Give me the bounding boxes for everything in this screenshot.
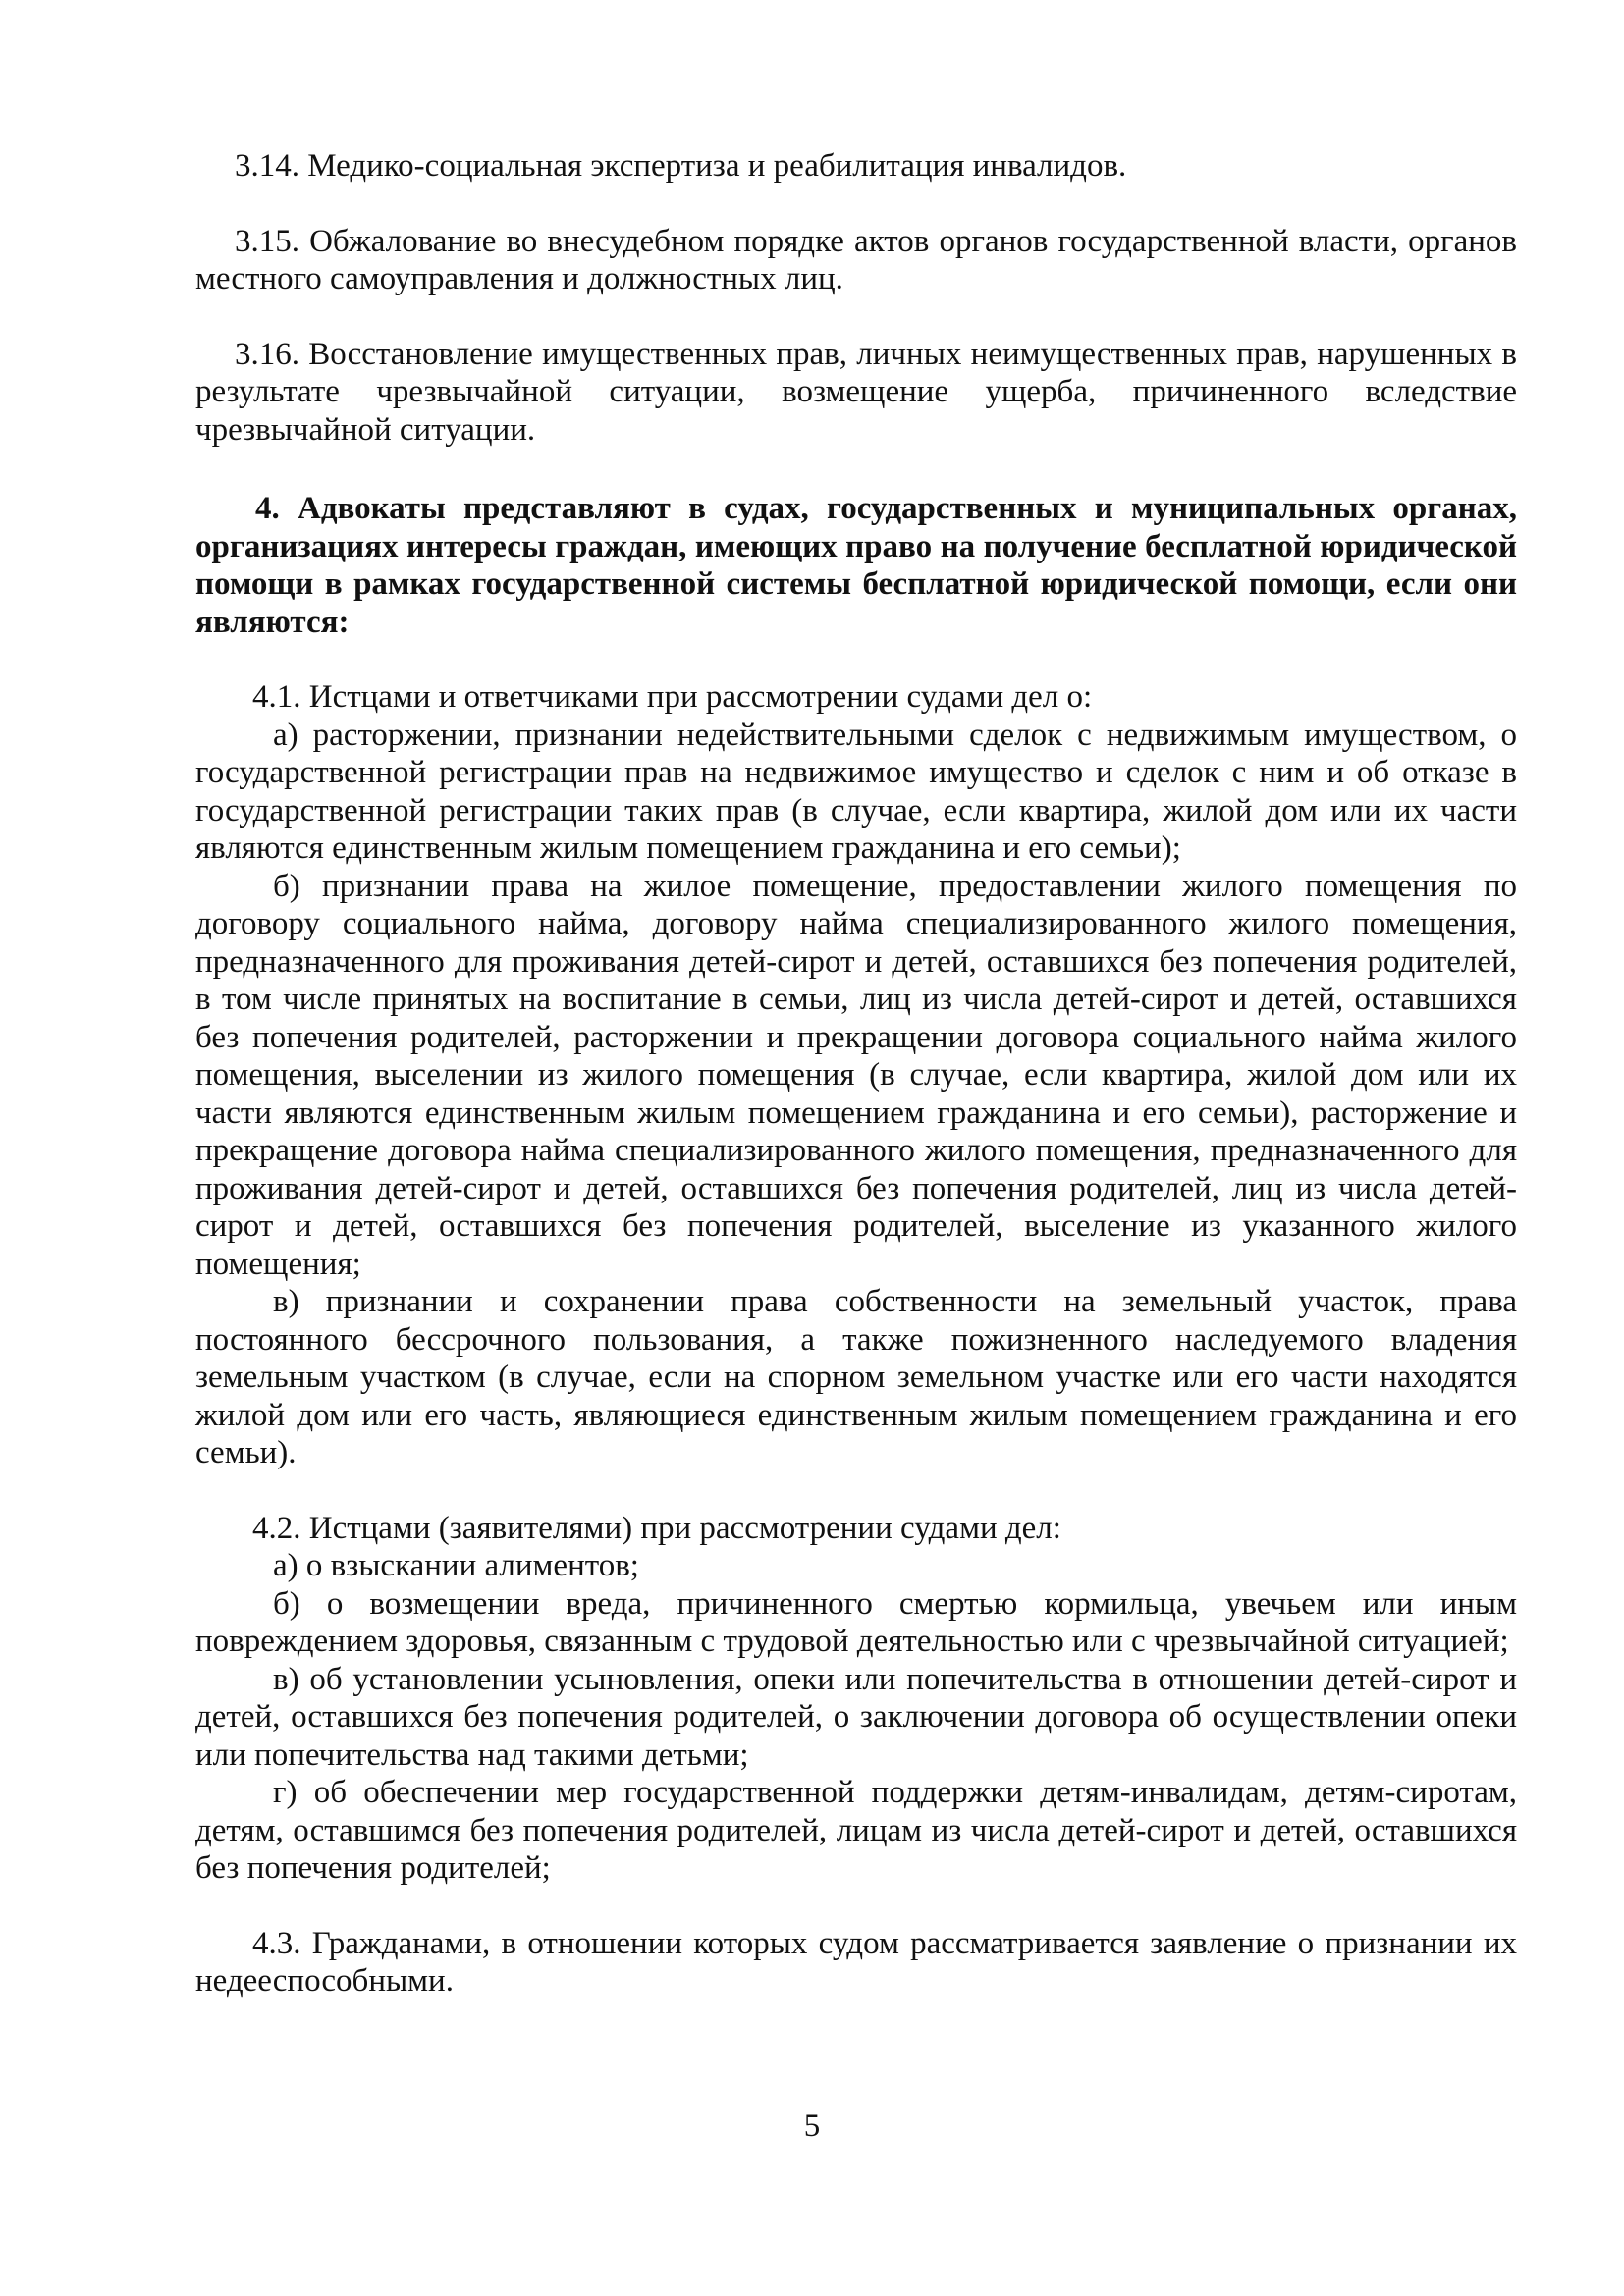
paragraph-4-2-b: б) о возмещении вреда, причиненного смертью кормильца, увечьем или иным повреждением здоровья, связанным с трудовой деятельностью или с чрезвычайной ситуацией; (195, 1585, 1517, 1659)
paragraph-4-2-a: а) о взыскании алиментов; (273, 1548, 639, 1583)
paragraph-3-16: 3.16. Восстановление имущественных прав, личных неимущественных прав, нарушенных в результате чрезвычайной ситуации, возмещение ущерба, причиненного вследствие чрезвычайной ситуации. (195, 336, 1517, 448)
paragraph-4-2-g: г) об обеспечении мер государственной поддержки детям-инвалидам, детям-сиротам, детям, оставшимся без попечения родителей, лицам из числа детей-сирот и детей, оставшихся без попечения родителей; (195, 1775, 1517, 1886)
section-4-heading: 4. Адвокаты представляют в судах, государственных и муниципальных органах, организациях интересы граждан, имеющих право на получение бесплатной юридической помощи в рамках государственной системы бесплатной юридической помощи, если они являются: (195, 491, 1517, 640)
paragraph-4-2-intro: 4.2. Истцами (заявителями) при рассмотрении судами дел: (252, 1510, 1061, 1546)
paragraph-4-1-b: б) признании права на жилое помещение, предоставлении жилого помещения по договору социального найма, договору найма специализированного жилого помещения, предназначенного для проживания детей-сирот и детей, оставшихся без попечения родителей, в том числе принятых на воспитание в семьи, лиц из числа детей-сирот и детей, оставшихся без попечения родителей, расторжении и прекращении договора социального найма жилого помещения, выселении из жилого помещения (в случае, если квартира, жилой дом или их части являются единственным жилым помещением гражданина и его семьи), расторжение и прекращение договора найма специализированного жилого помещения, предназначенного для проживания детей-сирот и детей, оставшихся без попечения родителей, лиц из числа детей-сирот и детей, оставшихся без попечения родителей, выселение из указанного жилого помещения; (195, 868, 1517, 1282)
paragraph-4-1-intro: 4.1. Истцами и ответчиками при рассмотрении судами дел о: (252, 679, 1093, 715)
paragraph-3-14: 3.14. Медико-социальная экспертиза и реабилитация инвалидов. (235, 148, 1127, 184)
page-number: 5 (803, 2109, 821, 2144)
paragraph-4-3: 4.3. Гражданами, в отношении которых судом рассматривается заявление о признании их недееспособными. (195, 1925, 1517, 1999)
paragraph-4-1-v: в) признании и сохранении права собственности на земельный участок, права постоянного бессрочного пользования, а также пожизненного наследуемого владения земельным участком (в случае, если на спорном земельном участке или его части находятся жилой дом или его часть, являющиеся единственным жилым помещением гражданина и его семьи). (195, 1284, 1517, 1470)
document-page (195, 147, 1517, 2001)
paragraph-4-1-a: а) расторжении, признании недействительными сделок с недвижимым имуществом, о государственной регистрации прав на недвижимое имущество и сделок с ним и об отказе в государственной регистрации таких прав (в случае, если квартира, жилой дом или их части являются единственным жилым помещением гражданина и его семьи); (195, 717, 1517, 866)
paragraph-3-15: 3.15. Обжалование во внесудебном порядке актов органов государственной власти, органов местного самоуправления и должностных лиц. (195, 223, 1517, 296)
paragraph-4-2-v: в) об установлении усыновления, опеки или попечительства в отношении детей-сирот и детей, оставшихся без попечения родителей, о заключении договора об осуществлении опеки или попечительства над такими детьми; (195, 1661, 1517, 1773)
